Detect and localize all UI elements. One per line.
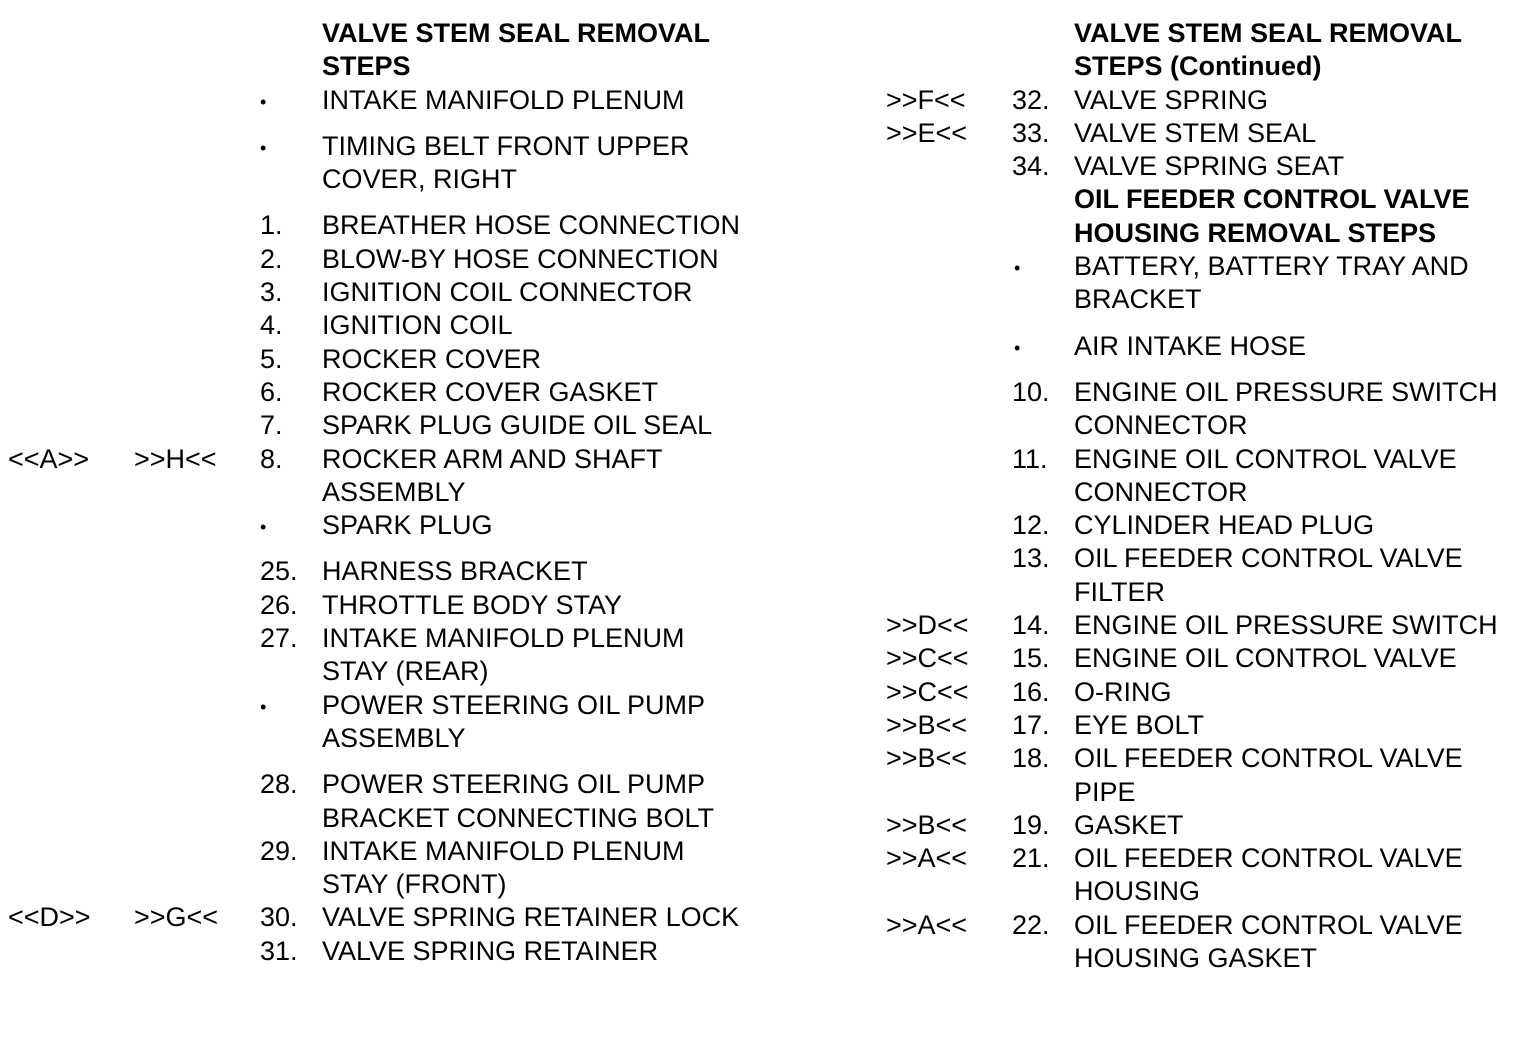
step-row <box>752 150 1520 183</box>
step-row <box>0 343 760 376</box>
step-number: 2. <box>260 243 283 274</box>
step-code-primary: <<A>> <box>8 443 90 474</box>
step-row <box>0 689 760 756</box>
step-row <box>752 642 1520 675</box>
step-text: VALVE SPRING RETAINER <box>322 935 659 966</box>
bullet-icon: • <box>260 91 267 112</box>
step-row <box>752 250 1520 317</box>
step-number: 21. <box>1012 843 1050 874</box>
step-number: 16. <box>1012 676 1050 707</box>
left-column <box>0 17 760 968</box>
step-row <box>0 835 760 902</box>
step-text: ENGINE OIL CONTROL VALVE <box>1074 643 1457 674</box>
step-number: 18. <box>1012 743 1050 774</box>
bullet-icon: • <box>1014 258 1021 279</box>
step-text: VALVE SPRING <box>1074 84 1269 115</box>
step-number: 7. <box>260 410 283 441</box>
step-row <box>752 542 1520 609</box>
step-row <box>752 330 1520 363</box>
heading-text: OIL FEEDER CONTROL VALVE HOUSING REMOVAL STEPS <box>1074 184 1470 248</box>
step-number: 19. <box>1012 809 1050 840</box>
step-text: INTAKE MANIFOLD PLENUM <box>322 84 685 115</box>
step-number: 1. <box>260 210 283 241</box>
right-step-list-b <box>752 250 1520 975</box>
step-text: OIL FEEDER CONTROL VALVE FILTER <box>1074 543 1463 607</box>
step-number: 34. <box>1012 151 1050 182</box>
step-number: 25. <box>260 556 298 587</box>
step-text: INTAKE MANIFOLD PLENUM STAY (FRONT) <box>322 835 685 900</box>
step-number: 26. <box>260 589 298 620</box>
step-text: GASKET <box>1074 809 1184 840</box>
step-text: ENGINE OIL PRESSURE SWITCH <box>1074 610 1498 641</box>
step-number: 10. <box>1012 376 1050 407</box>
heading-text: VALVE STEM SEAL REMOVAL STEPS (Continued) <box>1074 18 1462 82</box>
right-step-list-a <box>752 84 1520 184</box>
step-row <box>0 243 760 276</box>
step-text: THROTTLE BODY STAY <box>322 589 623 620</box>
step-row <box>752 676 1520 709</box>
step-number: 14. <box>1012 610 1050 641</box>
step-text: BREATHER HOSE CONNECTION <box>322 210 741 241</box>
step-row <box>0 84 760 117</box>
step-number: 13. <box>1012 543 1050 574</box>
step-row <box>0 376 760 409</box>
step-row <box>752 509 1520 542</box>
step-row <box>752 117 1520 150</box>
step-code-primary: >>D<< <box>886 610 969 641</box>
step-number: 30. <box>260 902 298 933</box>
step-number: 28. <box>260 769 298 800</box>
step-text: BATTERY, BATTERY TRAY AND BRACKET <box>1074 251 1469 315</box>
step-code-secondary: >>G<< <box>134 902 219 933</box>
section-heading-continued <box>752 17 1520 84</box>
bullet-icon: • <box>260 517 267 538</box>
step-number: 31. <box>260 935 298 966</box>
step-row <box>0 130 760 197</box>
step-row <box>0 768 760 835</box>
step-text: IGNITION COIL CONNECTOR <box>322 277 693 308</box>
step-number: 15. <box>1012 643 1050 674</box>
step-number: 6. <box>260 376 283 407</box>
step-row <box>0 509 760 542</box>
step-row <box>0 276 760 309</box>
step-row <box>0 622 760 689</box>
step-code-primary: >>B<< <box>886 809 968 840</box>
step-text: POWER STEERING OIL PUMP ASSEMBLY <box>322 689 705 753</box>
step-code-secondary: >>H<< <box>134 443 217 474</box>
step-code-primary: >>A<< <box>886 909 968 940</box>
step-number: 5. <box>260 343 283 374</box>
bullet-icon: • <box>260 696 267 717</box>
step-code-primary: >>E<< <box>886 117 968 148</box>
step-row <box>0 409 760 442</box>
step-number: 32. <box>1012 84 1050 115</box>
heading-text: VALVE STEM SEAL REMOVAL STEPS <box>322 18 710 82</box>
step-code-primary: >>B<< <box>886 743 968 774</box>
step-text: ENGINE OIL CONTROL VALVE CONNECTOR <box>1074 443 1457 507</box>
step-text: SPARK PLUG GUIDE OIL SEAL <box>322 410 713 441</box>
step-code-primary: >>B<< <box>886 709 968 740</box>
step-text: HARNESS BRACKET <box>322 556 588 587</box>
step-text: VALVE SPRING RETAINER LOCK <box>322 902 740 933</box>
step-text: POWER STEERING OIL PUMP BRACKET CONNECTING BOLT <box>322 769 715 833</box>
step-row <box>0 901 760 934</box>
step-text: BLOW-BY HOSE CONNECTION <box>322 243 719 274</box>
step-text: VALVE SPRING SEAT <box>1074 151 1345 182</box>
step-row <box>752 609 1520 642</box>
step-text: OIL FEEDER CONTROL VALVE PIPE <box>1074 743 1463 807</box>
step-text: IGNITION COIL <box>322 310 513 341</box>
step-row <box>0 443 760 510</box>
step-code-primary: >>C<< <box>886 643 969 674</box>
step-row <box>752 709 1520 742</box>
bullet-icon: • <box>1014 337 1021 358</box>
step-row <box>752 376 1520 443</box>
step-code-primary: >>F<< <box>886 84 966 115</box>
step-text: SPARK PLUG <box>322 510 493 541</box>
step-text: EYE BOLT <box>1074 709 1205 740</box>
step-text: ROCKER COVER GASKET <box>322 376 659 407</box>
step-number: 27. <box>260 623 298 654</box>
left-step-list <box>0 84 760 968</box>
section-heading-oil-feeder <box>752 183 1520 250</box>
step-number: 33. <box>1012 117 1050 148</box>
step-text: OIL FEEDER CONTROL VALVE HOUSING <box>1074 843 1463 907</box>
step-number: 17. <box>1012 709 1050 740</box>
step-code-primary: >>C<< <box>886 676 969 707</box>
step-row <box>752 809 1520 842</box>
step-number: 22. <box>1012 909 1050 940</box>
step-code-primary: <<D>> <box>8 902 91 933</box>
step-code-primary: >>A<< <box>886 843 968 874</box>
step-row <box>0 935 760 968</box>
step-row <box>0 589 760 622</box>
step-number: 11. <box>1012 443 1048 474</box>
step-row <box>752 443 1520 510</box>
step-text: TIMING BELT FRONT UPPER COVER, RIGHT <box>322 130 690 195</box>
step-text: CYLINDER HEAD PLUG <box>1074 510 1375 541</box>
step-number: 3. <box>260 277 283 308</box>
section-heading <box>0 17 760 84</box>
step-number: 8. <box>260 443 283 474</box>
step-row <box>752 742 1520 809</box>
step-text: OIL FEEDER CONTROL VALVE HOUSING GASKET <box>1074 909 1463 974</box>
step-text: O-RING <box>1074 676 1172 707</box>
step-row <box>0 555 760 588</box>
step-row <box>752 909 1520 976</box>
step-text: INTAKE MANIFOLD PLENUM STAY (REAR) <box>322 623 685 687</box>
step-text: AIR INTAKE HOSE <box>1074 330 1307 361</box>
bullet-icon: • <box>260 137 267 158</box>
step-text: ENGINE OIL PRESSURE SWITCH CONNECTOR <box>1074 376 1498 441</box>
step-number: 29. <box>260 835 298 866</box>
step-number: 12. <box>1012 510 1050 541</box>
step-row <box>0 309 760 342</box>
step-row <box>0 209 760 242</box>
step-text: ROCKER COVER <box>322 343 542 374</box>
step-text: ROCKER ARM AND SHAFT ASSEMBLY <box>322 443 663 507</box>
step-row <box>752 842 1520 909</box>
step-row <box>752 84 1520 117</box>
right-column <box>752 17 1520 975</box>
step-text: VALVE STEM SEAL <box>1074 117 1317 148</box>
step-number: 4. <box>260 310 283 341</box>
